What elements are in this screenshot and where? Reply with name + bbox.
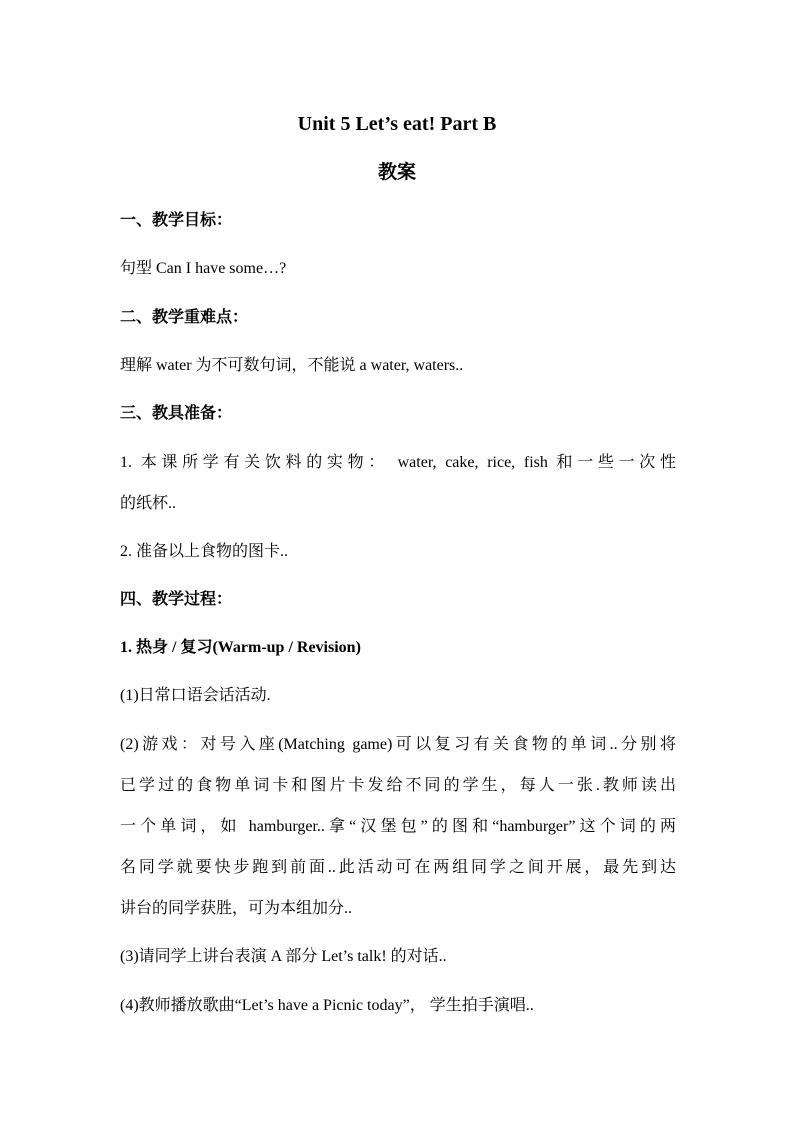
materials-item-2: 2. 准备以上食物的图卡.. — [120, 543, 289, 560]
section-heading-key-points: 二、教学重难点： — [120, 309, 249, 326]
key-points-text: 理解 water 为不可数句词，不能说 a water, waters.. — [120, 357, 464, 374]
document-title: Unit 5 Let’s eat! Part B — [297, 113, 497, 135]
procedure-paragraph-2-line-5: 讲台的同学获胜，可为本组加分.. — [120, 900, 353, 917]
objectives-text: 句型 Can I have some…? — [120, 260, 287, 277]
section-heading-objectives: 一、教学目标： — [120, 212, 233, 229]
section-heading-procedure: 四、教学过程： — [120, 591, 233, 608]
procedure-step-1-heading: 1. 热身 / 复习(Warm-up / Revision) — [120, 639, 361, 656]
procedure-paragraph-4: (4)教师播放歌曲“Let’s have a Picnic today”， 学生拍手演唱.. — [120, 997, 534, 1014]
materials-item-1-line-1: 1. 本课所学有关饮料的实物： water, cake, rice, fish 和一些一次性 — [120, 454, 676, 471]
section-heading-materials: 三、教具准备： — [120, 405, 233, 422]
procedure-paragraph-1: (1)日常口语会话活动. — [120, 687, 271, 704]
procedure-paragraph-2-line-1: (2)游戏：对号入座(Matching game)可以复习有关食物的单词..分别将 — [120, 736, 676, 753]
procedure-paragraph-3: (3)请同学上讲台表演 A 部分 Let’s talk! 的对话.. — [120, 948, 447, 965]
materials-item-1-line-2: 的纸杯.. — [120, 495, 177, 512]
document-subtitle: 教案 — [377, 162, 416, 183]
procedure-paragraph-2-line-4: 名同学就要快步跑到前面..此活动可在两组同学之间开展，最先到达 — [120, 859, 676, 876]
procedure-paragraph-2-line-3: 一个单词，如 hamburger..拿“汉堡包”的图和“hamburger”这个词的两 — [120, 818, 676, 835]
procedure-paragraph-2-line-2: 已学过的食物单词卡和图片卡发给不同的学生，每人一张.教师读出 — [120, 777, 676, 794]
